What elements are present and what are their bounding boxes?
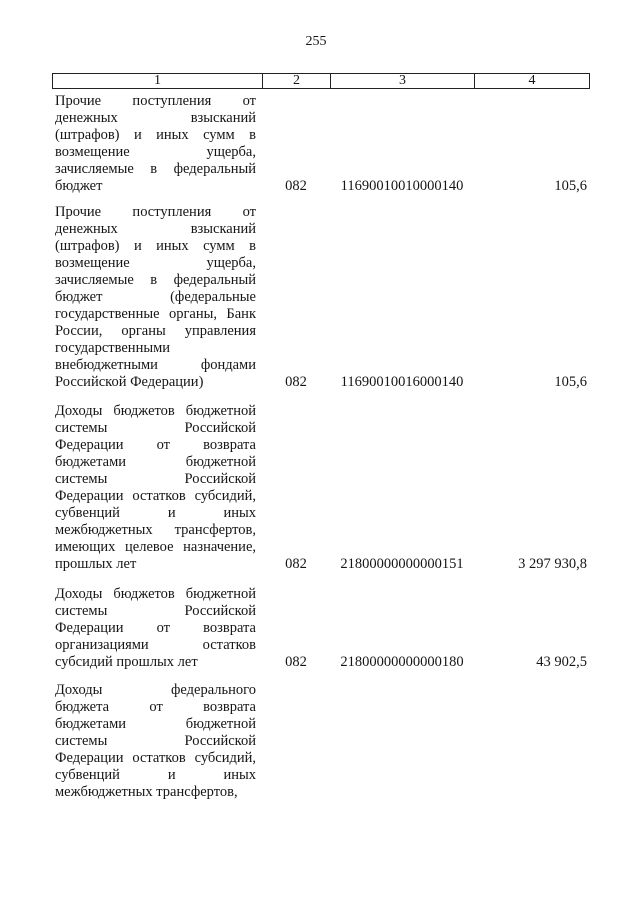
description-line: (штрафов) и иных сумм в [55,127,256,143]
row-description [55,204,256,391]
description-line: России, органы управления [55,323,256,339]
description-line: системы Российской [55,733,256,749]
description-line: зачисляемые в федеральный [55,161,256,177]
cell-admin-code: 082 [285,556,307,572]
description-line: денежных взысканий [55,221,256,237]
cell-admin-code: 082 [285,178,307,194]
cell-budget-code: 11690010016000140 [340,374,464,390]
description-line: Федерации от возврата [55,437,256,453]
description-line: системы Российской [55,603,256,619]
description-line: организациями остатков [55,637,256,653]
description-line: системы Российской [55,471,256,487]
description-line: зачисляемые в федеральный [55,272,256,288]
header-cell-4: 4 [528,73,536,88]
description-line: (штрафов) и иных сумм в [55,238,256,254]
description-line: бюджета от возврата [55,699,256,715]
description-line: Доходы бюджетов бюджетной [55,586,256,602]
description-line: имеющих целевое назначение, [55,539,256,555]
table-header [52,73,590,89]
header-cell-1: 1 [53,74,263,88]
page-number: 255 [305,34,327,49]
cell-budget-code: 21800000000000180 [340,654,464,670]
cell-amount: 3 297 930,8 [518,556,587,572]
row-description [55,682,256,801]
description-line: Доходы федерального [55,682,256,698]
description-line: Федерации остатков субсидий, [55,750,256,766]
description-line: Прочие поступления от [55,93,256,109]
description-line: субсидий прошлых лет [55,654,198,670]
description-line: возмещение ущерба, [55,255,256,271]
header-cell-3: 3 [331,74,475,88]
description-line: возмещение ущерба, [55,144,256,160]
description-line: бюджет (федеральные [55,289,256,305]
description-line: государственными [55,340,171,356]
cell-amount: 43 902,5 [536,654,587,670]
header-cell-2: 2 [263,74,331,88]
cell-budget-code: 11690010010000140 [340,178,464,194]
description-line: Российской Федерации) [55,374,204,390]
row-description [55,93,256,195]
row-description [55,403,256,573]
description-line: Прочие поступления от [55,204,256,220]
description-line: Доходы бюджетов бюджетной [55,403,256,419]
cell-amount: 105,6 [554,178,587,194]
description-line: бюджетами бюджетной [55,454,256,470]
cell-amount: 105,6 [554,374,587,390]
description-line: прошлых лет [55,556,137,572]
description-line: бюджетами бюджетной [55,716,256,732]
description-line: субвенций и иных [55,505,256,521]
description-line: государственные органы, Банк [55,306,256,322]
cell-admin-code: 082 [285,374,307,390]
description-line: межбюджетных трансфертов, [55,522,256,538]
description-line: бюджет [55,178,103,194]
description-line: денежных взысканий [55,110,256,126]
description-line: Федерации остатков субсидий, [55,488,256,504]
description-line: Федерации от возврата [55,620,256,636]
description-line: системы Российской [55,420,256,436]
cell-admin-code: 082 [285,654,307,670]
cell-budget-code: 21800000000000151 [340,556,464,572]
row-description [55,586,256,671]
description-line: внебюджетными фондами [55,357,256,373]
description-line: межбюджетных трансфертов, [55,784,238,800]
description-line: субвенций и иных [55,767,256,783]
